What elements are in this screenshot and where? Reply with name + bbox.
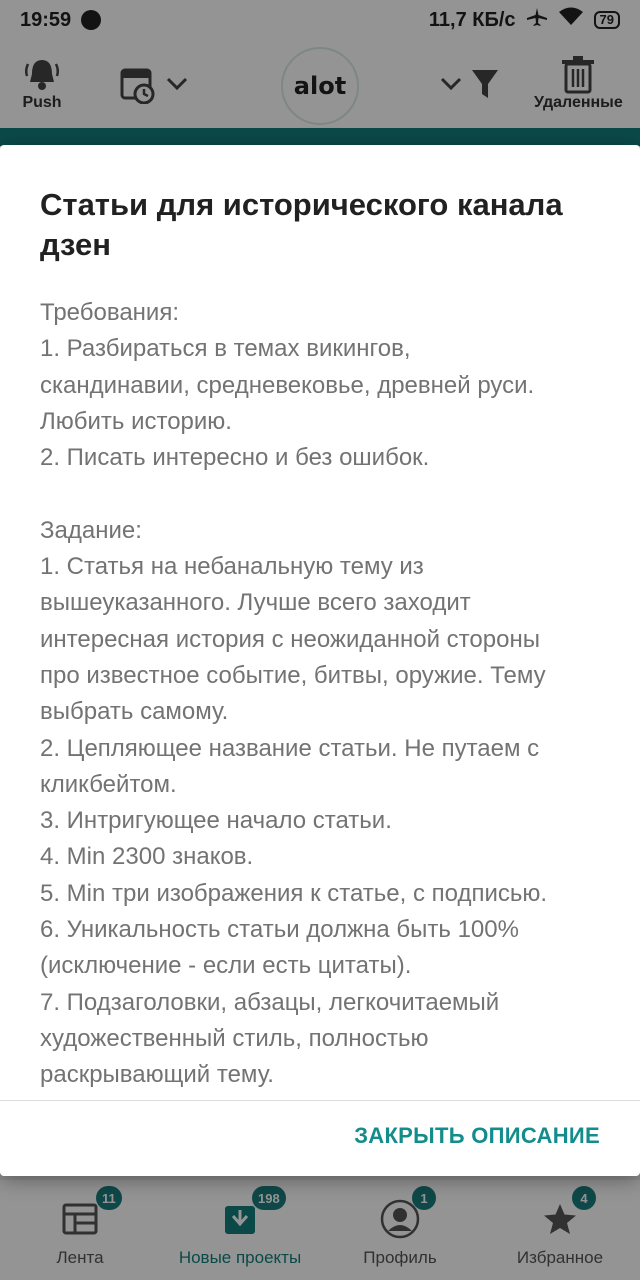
body-line: (исключение - если есть цитаты). <box>40 952 412 980</box>
body-line: вышеуказанного. Лучше всего заходит <box>40 589 471 617</box>
body-line: 3. Интригующее начало статьи. <box>40 807 392 835</box>
push-label: Push <box>22 94 62 111</box>
profile-badge: 1 <box>412 1186 436 1210</box>
status-time: 19:59 <box>20 8 72 31</box>
body-line: 4. Min 2300 знаков. <box>40 843 254 871</box>
close-description-button[interactable]: ЗАКРЫТЬ ОПИСАНИЕ <box>354 1123 600 1148</box>
body-line: 2. Цепляющее название статьи. Не путаем с <box>40 734 540 762</box>
body-line: 6. Уникальность статьи должна быть 100% <box>40 916 519 944</box>
feed-badge: 11 <box>96 1186 122 1210</box>
body-line: выбрать самому. <box>40 698 229 726</box>
dialog-title <box>40 185 600 265</box>
description-dialog <box>0 145 640 1176</box>
dialog-body[interactable] <box>40 295 610 1097</box>
network-speed: 11,7 КБ/с <box>428 8 516 31</box>
body-line: Требования: <box>40 299 179 326</box>
body-line: 2. Писать интересно и без ошибок. <box>40 444 430 472</box>
body-line: 5. Min три изображения к статье, с подписью. <box>40 879 548 907</box>
body-line: про известное событие, битвы, оружие. Тему <box>40 661 546 689</box>
nav-label-new-projects: Новые проекты <box>178 1248 302 1267</box>
body-line: художественный стиль, полностью <box>40 1024 429 1052</box>
favorites-badge: 4 <box>572 1186 596 1210</box>
body-line: раскрывающий тему. <box>40 1061 274 1089</box>
dialog-divider <box>0 1100 640 1101</box>
body-line: 1. Статья на небанальную тему из <box>40 553 424 581</box>
deleted-label: Удаленные <box>534 94 623 111</box>
body-line: 7. Подзаголовки, абзацы, легкочитаемый <box>40 988 500 1016</box>
body-line: 1. Разбираться в темах викингов, <box>40 335 411 363</box>
dialog-title-line: Статьи для исторического канала <box>40 187 563 222</box>
body-line: интересная история с неожиданной стороны <box>40 625 540 653</box>
logo-text: alot <box>293 72 347 100</box>
body-line: кликбейтом. <box>40 770 177 798</box>
new-projects-badge: 198 <box>252 1186 286 1210</box>
battery-indicator: 79 <box>594 11 620 29</box>
body-line: Любить историю. <box>40 407 232 435</box>
body-line: скандинавии, средневековье, древней руси. <box>40 371 535 399</box>
nav-label-profile: Профиль <box>363 1248 437 1267</box>
body-line: Задание: <box>40 516 142 544</box>
nav-label-favorites: Избранное <box>516 1248 604 1267</box>
nav-label-feed: Лента <box>56 1248 104 1267</box>
dialog-title-line: дзен <box>40 227 112 262</box>
body-line <box>40 476 610 512</box>
